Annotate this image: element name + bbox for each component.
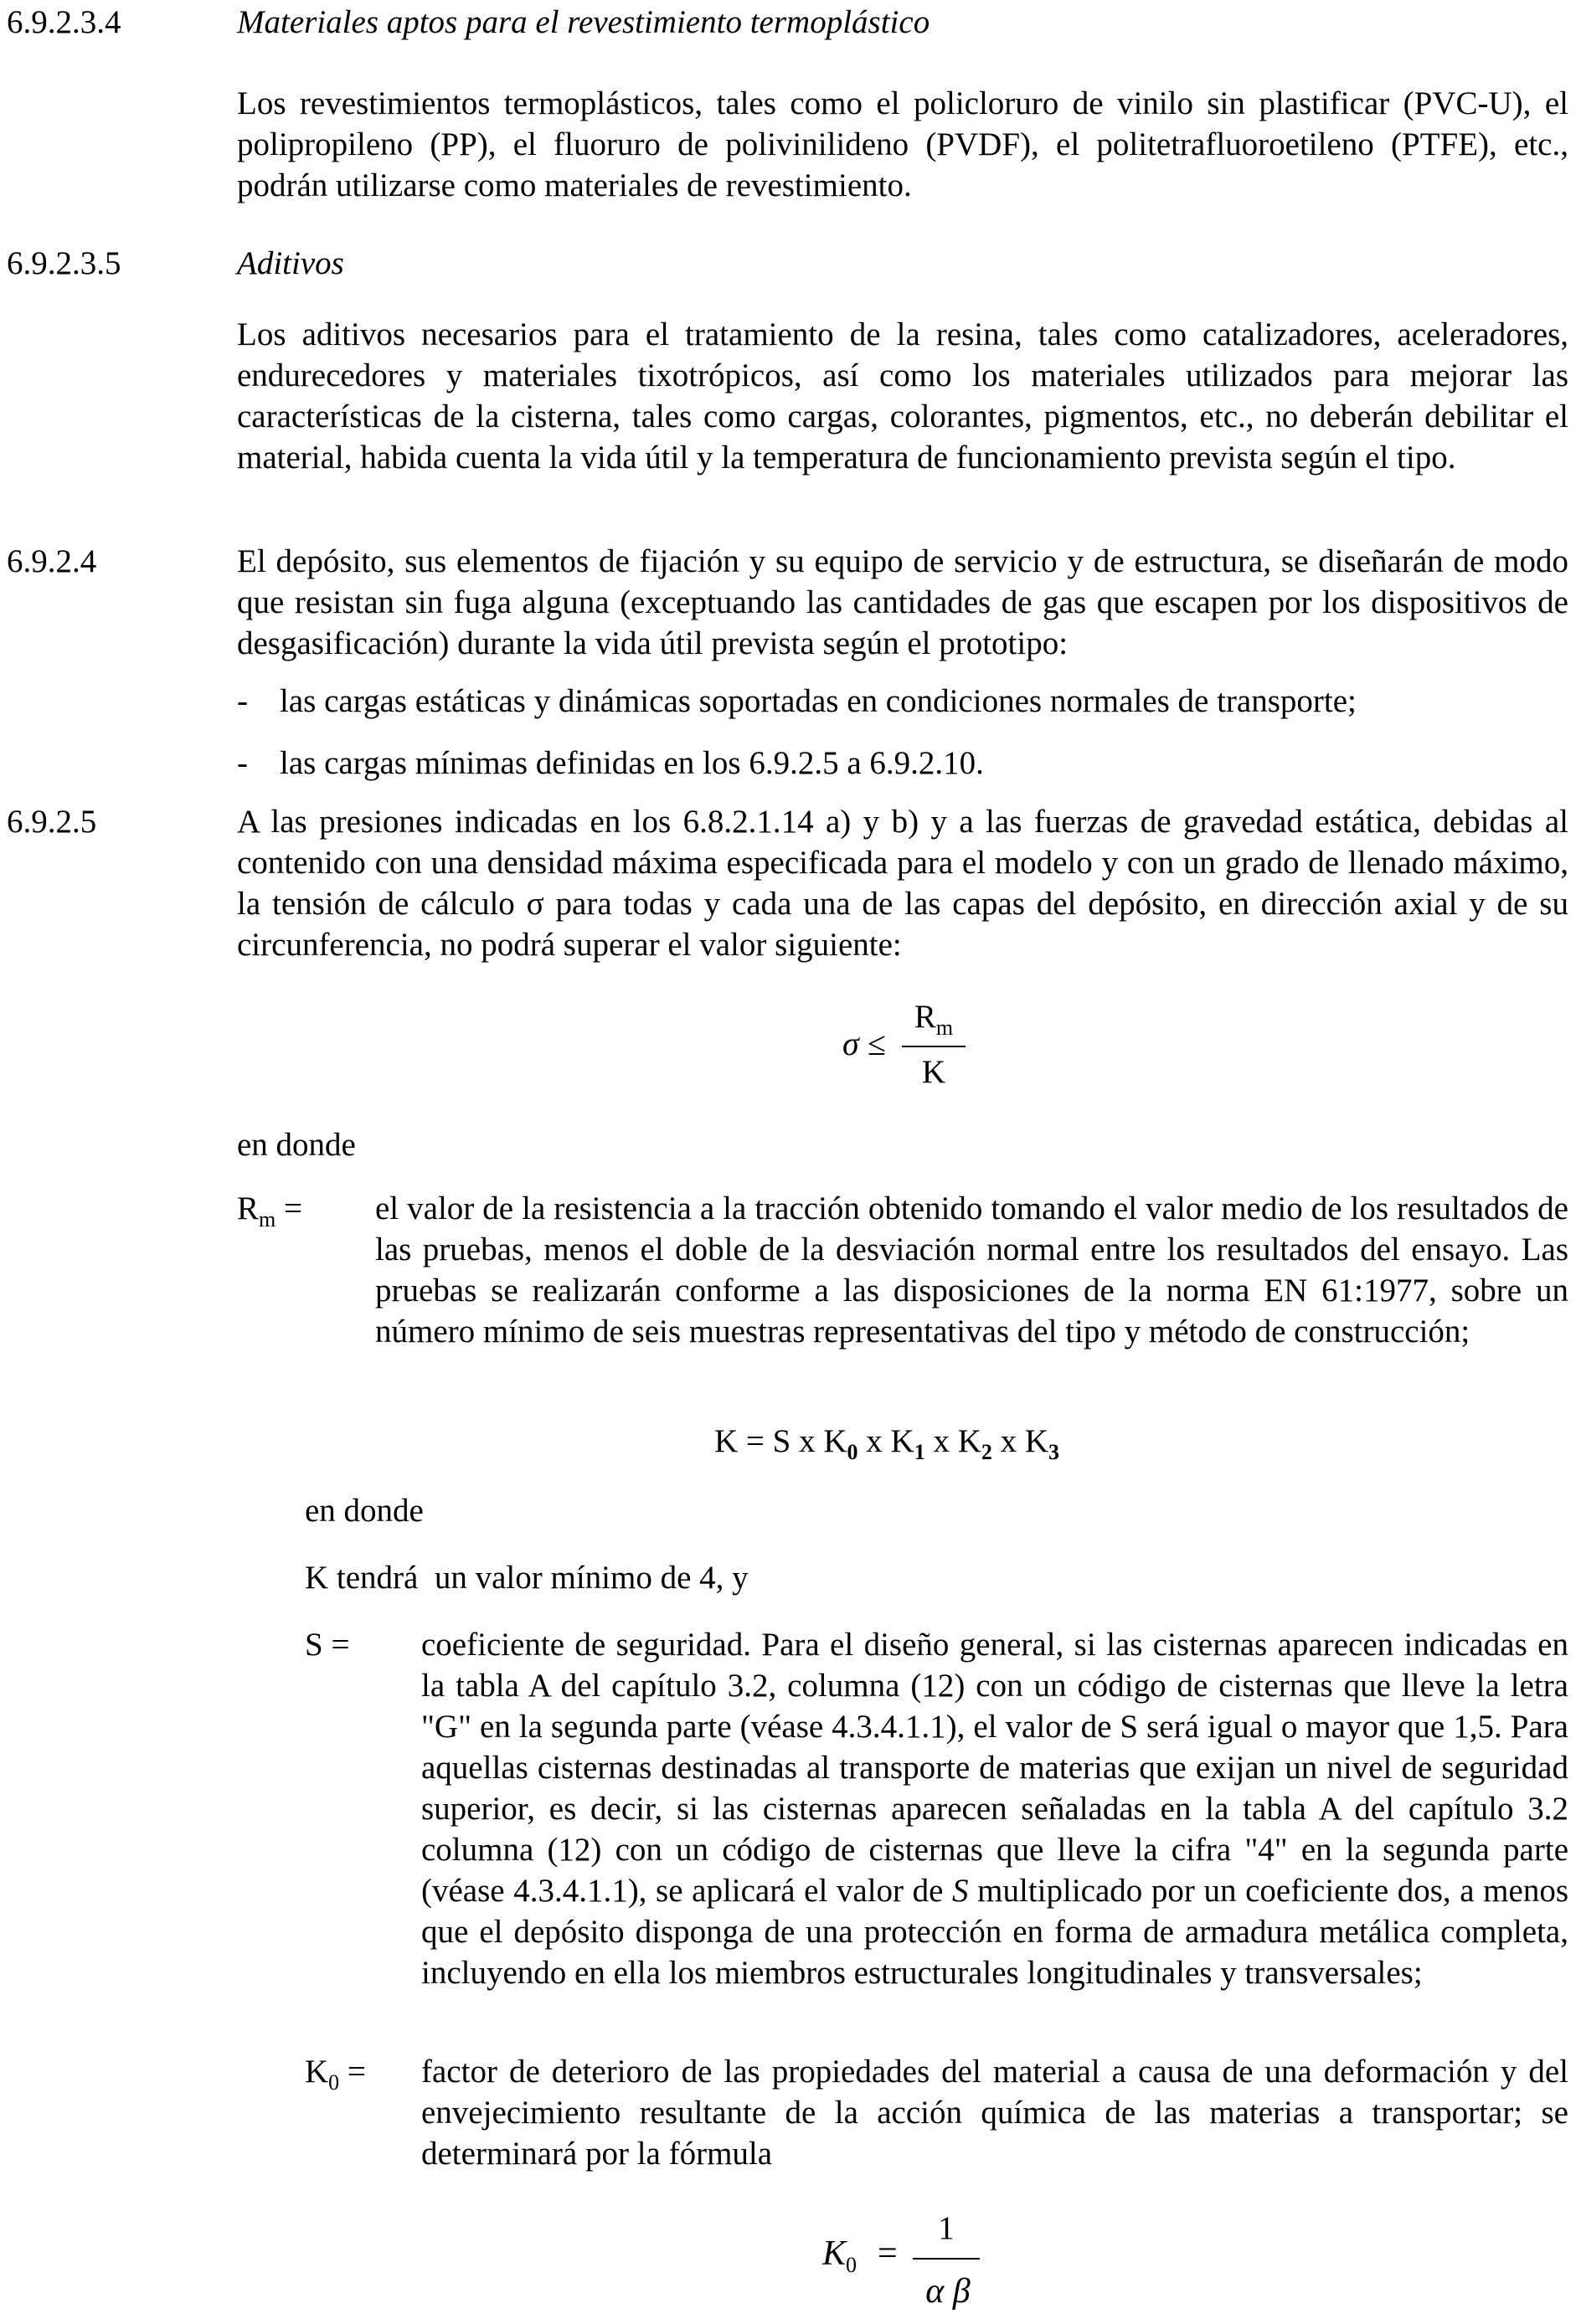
formula-k0-numerator: 1: [938, 2210, 955, 2246]
list-dash: -: [237, 745, 248, 781]
label-en-donde: en donde: [237, 1127, 356, 1163]
definition-text-rm: el valor de la resistencia a la tracción obtenido tomando el valor medio de los resultados de las pruebas, menos el doble de la desviación normal entre los resultados del ensayo. Las pruebas se realizarán conforme a las disposiciones de la norma EN 61:1977, sobre un número mínimo de seis muestras representativas del tipo y método de construcción;: [375, 1190, 1568, 1350]
paragraph-design-stress: A las presiones indicadas en los 6.8.2.1.14 a) y b) y a las fuerzas de gravedad estática, debidas al contenido con una densidad máxima especificada para el modelo y con un grado de llenado máximo, la tensión de cálculo σ para todas y cada una de las capas del depósito, en dirección axial y de su circunferencia, no podrá superar el valor siguiente:: [237, 804, 1568, 963]
definition-label-rm: $R_m$ =: [237, 1190, 302, 1231]
paragraph-additives: Los aditivos necesarios para el tratamiento de la resina, tales como catalizadores, aceleradores, endurecedores y materiales tixotrópicos, así como los materiales utilizados para mejorar las características de la cisterna, tales como cargas, colorantes, pigmentos, etc., no deberán debilitar el material, habida cuenta la vida útil y la temperatura de funcionamiento prevista según el tipo.: [237, 316, 1568, 476]
definition-text-k0: factor de deterioro de las propiedades del material a causa de una deformación y del envejecimiento resultante de la acción química de las materias a transportar; se determinará por la fórmula: [421, 2054, 1568, 2172]
section-number-6-9-2-3-5: 6.9.2.3.5: [7, 245, 121, 281]
label-en-donde-2: en donde: [305, 1493, 424, 1529]
section-number-6-9-2-5: 6.9.2.5: [7, 804, 97, 840]
paragraph-tank-design: El depósito, sus elementos de fijación y su equipo de servicio y de estructura, se diseñarán de modo que resistan sin fuga alguna (exceptuando las cantidades de gas que escapen por los dispositivos de desgasificación) durante la vida útil prevista según el prototipo:: [237, 543, 1568, 661]
section-number-6-9-2-4: 6.9.2.4: [7, 543, 97, 579]
k-minimum-value: K tendrá un valor mínimo de 4, y: [305, 1560, 749, 1596]
list-dash: -: [237, 683, 248, 719]
section-number-6-9-2-3-4: 6.9.2.3.4: [7, 4, 121, 40]
formula-sigma-numerator: $R_m$: [914, 999, 954, 1040]
formula-k0-lhs: $K_0$: [822, 2234, 857, 2277]
formula-k0-denominator: α β: [925, 2272, 971, 2311]
section-title-thermoplastic-lining: Materiales aptos para el revestimiento termoplástico: [237, 4, 930, 40]
definition-text-s: coeficiente de seguridad. Para el diseño general, si las cisternas aparecen indicadas en la tabla A del capítulo 3.2, columna (12) con un código de cisternas que lleve la letra "G" en la segunda parte (véase 4.3.4.1.1), el valor de S será igual o mayor que 1,5. Para aquellas cisternas destinadas al transporte de materias que exijan un nivel de seguridad superior, es decir, si las cisternas aparecen señaladas en la tabla A del capítulo 3.2 columna (12) con un código de cisternas que lleve la cifra "4" en la segunda parte (véase 4.3.4.1.1), se aplicará el valor de S multiplicado por un coeficiente dos, a menos que el depósito disponga de una protección en forma de armadura metálica completa, incluyendo en ella los miembros estructurales longitudinales y transversales;: [421, 1627, 1568, 1991]
definition-label-k0: $K_0$ =: [305, 2054, 366, 2095]
formula-k0-equals: =: [878, 2234, 898, 2273]
section-title-additives: Aditivos: [237, 245, 344, 281]
definition-label-s: S =: [305, 1627, 350, 1663]
paragraph-thermoplastic-lining: Los revestimientos termoplásticos, tales como el policloruro de vinilo sin plastificar (PVC-U), el polipropileno (PP), el fluoruro de polivinilideno (PVDF), el politetrafluoroetileno (PTFE), etc., podrán utilizarse como materiales de revestimiento.: [237, 85, 1568, 203]
list-item-static-dynamic-loads: las cargas estáticas y dinámicas soportadas en condiciones normales de transporte;: [280, 683, 1357, 719]
formula-sigma-denominator: K: [921, 1054, 946, 1090]
formula-sigma-lhs: σ ≤: [842, 1025, 886, 1062]
fraction-bar: [902, 1046, 966, 1047]
formula-k-product: K = S x $K_0$ x $K_1$ x $K_2$ x $K_3$: [714, 1423, 1060, 1464]
fraction-bar: [913, 2258, 980, 2260]
list-item-minimum-loads: las cargas mínimas definidas en los 6.9.2.5 a 6.9.2.10.: [280, 745, 984, 781]
